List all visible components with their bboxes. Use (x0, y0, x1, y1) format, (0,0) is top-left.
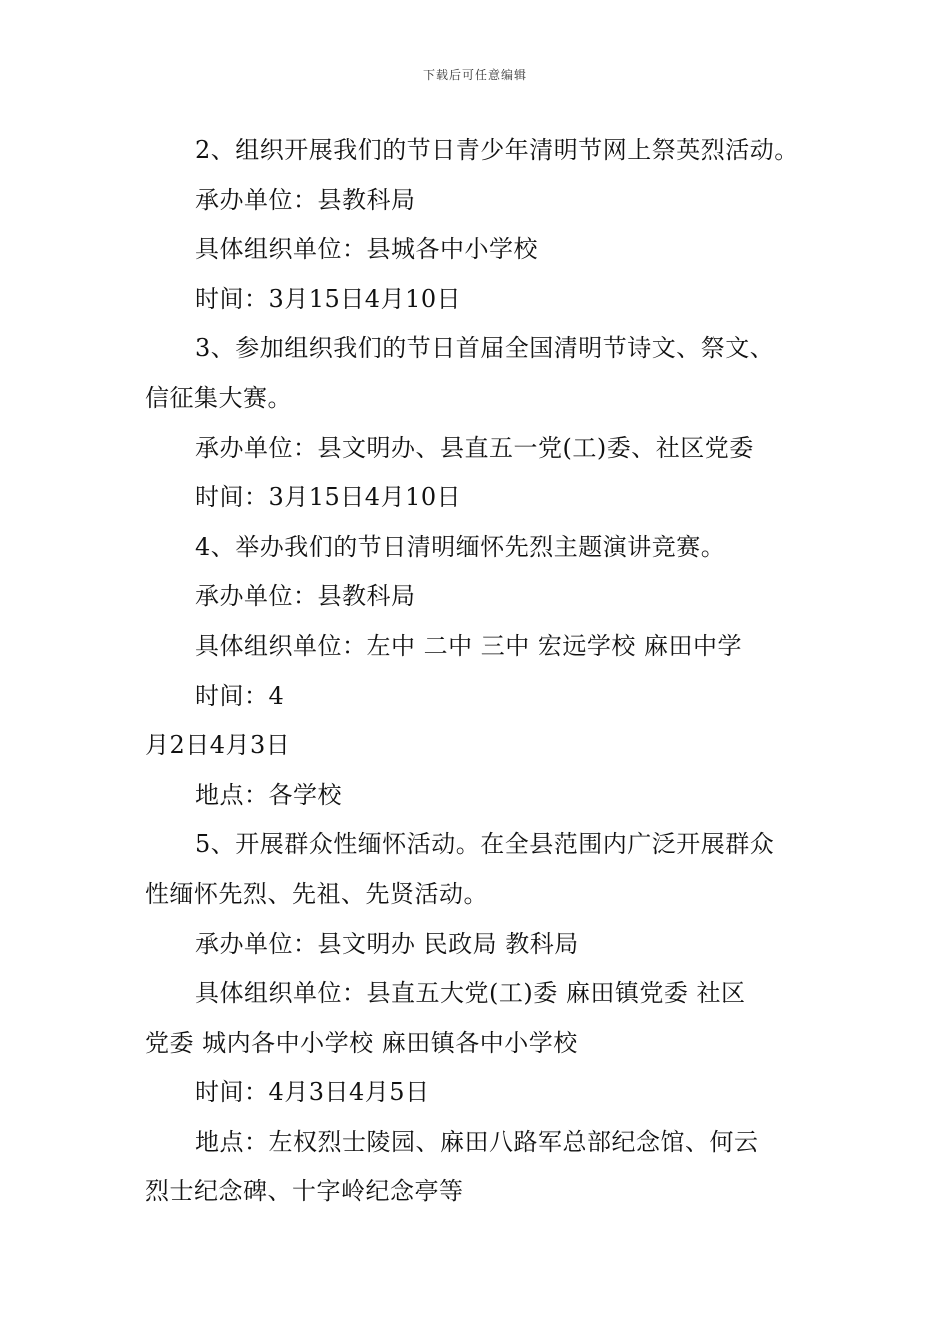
paragraph-line: 承办单位：县教科局 (195, 185, 416, 214)
paragraph-line: 时间：3月15日4月10日 (195, 284, 462, 313)
paragraph-line: 性缅怀先烈、先祖、先贤活动。 (145, 879, 488, 908)
paragraph-line: 承办单位：县文明办 民政局 教科局 (195, 929, 579, 958)
paragraph-line: 信征集大赛。 (145, 383, 292, 412)
paragraph-line: 具体组织单位：县城各中小学校 (195, 235, 538, 264)
paragraph-line: 月2日4月3日 (145, 731, 291, 760)
paragraph-line: 党委 城内各中小学校 麻田镇各中小学校 (145, 1028, 578, 1057)
paragraph-line: 3、参加组织我们的节日首届全国清明节诗文、祭文、 (195, 334, 775, 363)
paragraph-line: 时间：3月15日4月10日 (195, 483, 462, 512)
paragraph-line: 烈士纪念碑、十字岭纪念亭等 (145, 1177, 464, 1206)
paragraph-line: 地点：各学校 (195, 780, 342, 809)
paragraph-line: 时间：4月3日4月5日 (195, 1078, 430, 1107)
paragraph-line: 地点：左权烈士陵园、麻田八路军总部纪念馆、何云 (195, 1127, 759, 1156)
paragraph-line: 2、组织开展我们的节日青少年清明节网上祭英烈活动。 (195, 136, 799, 164)
paragraph-line: 具体组织单位：县直五大党(工)委 麻田镇党委 社区 (195, 979, 746, 1008)
paragraph-line: 时间：4 (195, 681, 285, 710)
paragraph-line: 承办单位：县文明办、县直五一党(工)委、社区党委 (195, 433, 754, 462)
paragraph-line: 5、开展群众性缅怀活动。在全县范围内广泛开展群众 (195, 830, 775, 859)
document-body (145, 126, 810, 1217)
download-editable-note: 下载后可任意编辑 (422, 68, 527, 82)
paragraph-line: 承办单位：县教科局 (195, 582, 416, 611)
paragraph-line: 4、举办我们的节日清明缅怀先烈主题演讲竞赛。 (195, 532, 726, 561)
paragraph-line: 具体组织单位：左中 二中 三中 宏远学校 麻田中学 (195, 631, 743, 660)
